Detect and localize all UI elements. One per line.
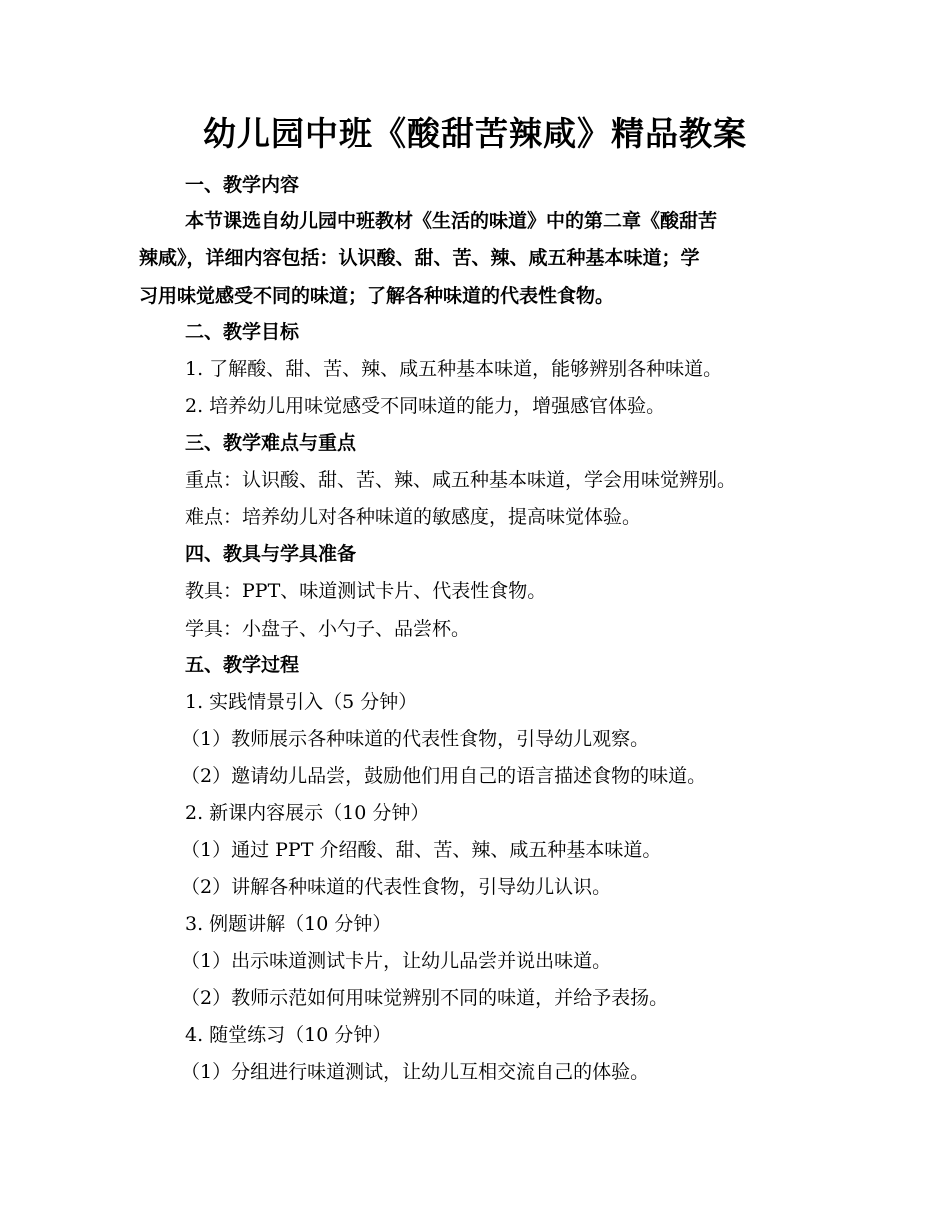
list-item: 2. 培养幼儿用味觉感受不同味道的能力，增强感官体验。 (185, 395, 666, 417)
page-title: 幼儿园中班《酸甜苦辣咸》精品教案 (203, 114, 747, 153)
section-heading-goals: 二、教学目标 (185, 321, 300, 343)
list-item: 2. 新课内容展示（10 分钟） (185, 802, 430, 824)
section-heading-keypoints: 三、教学难点与重点 (185, 432, 357, 454)
list-item: 1. 实践情景引入（5 分钟） (185, 691, 418, 713)
section-heading-content: 一、教学内容 (185, 174, 300, 196)
paragraph-line: 习用味觉感受不同的味道；了解各种味道的代表性食物。 (139, 285, 615, 307)
list-item: （2）讲解各种味道的代表性食物，引导幼儿认识。 (181, 876, 612, 898)
list-item: 3. 例题讲解（10 分钟） (185, 913, 392, 935)
list-item: （2）教师示范如何用味觉辨别不同的味道，并给予表扬。 (181, 987, 669, 1009)
list-item: 1. 了解酸、甜、苦、辣、咸五种基本味道，能够辨别各种味道。 (185, 358, 723, 380)
list-item: 4. 随堂练习（10 分钟） (185, 1024, 392, 1046)
section-heading-process: 五、教学过程 (185, 654, 300, 676)
list-item: 教具：PPT、味道测试卡片、代表性食物。 (185, 580, 547, 602)
paragraph-line: 本节课选自幼儿园中班教材《生活的味道》中的第二章《酸甜苦 (185, 210, 718, 232)
paragraph-line: 辣咸》，详细内容包括：认识酸、甜、苦、辣、咸五种基本味道；学 (139, 247, 700, 269)
list-item: （2）邀请幼儿品尝，鼓励他们用自己的语言描述食物的味道。 (181, 765, 707, 787)
list-item: （1）出示味道测试卡片，让幼儿品尝并说出味道。 (181, 950, 612, 972)
list-item: 学具：小盘子、小勺子、品尝杯。 (185, 618, 471, 640)
list-item: （1）教师展示各种味道的代表性食物，引导幼儿观察。 (181, 728, 650, 750)
list-item: 难点：培养幼儿对各种味道的敏感度，提高味觉体验。 (185, 506, 642, 528)
section-heading-materials: 四、教具与学具准备 (185, 543, 357, 565)
list-item: （1）通过 PPT 介绍酸、甜、苦、辣、咸五种基本味道。 (181, 839, 662, 861)
list-item: 重点：认识酸、甜、苦、辣、咸五种基本味道，学会用味觉辨别。 (185, 469, 737, 491)
list-item: （1）分组进行味道测试，让幼儿互相交流自己的体验。 (181, 1061, 650, 1083)
